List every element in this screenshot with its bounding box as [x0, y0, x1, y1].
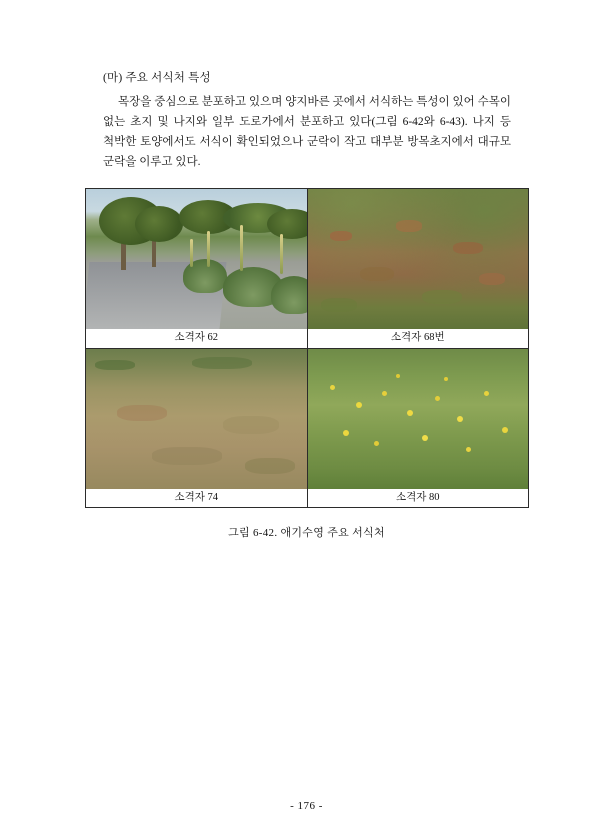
figure-row-1 [86, 189, 529, 349]
photo-soil-68 [308, 189, 529, 329]
figure-cell-3 [86, 348, 308, 508]
body-paragraph: 목장을 중심으로 분포하고 있으며 양지바른 곳에서 서식하는 특성이 있어 수목이 없는 초지 및 나지와 일부 도로가에서 분포하고 있다(그림 6-42와 6-43). 나지 등 척박한 토양에서도 서식이 확인되었으나 군락이 작고 대부분 방목초지에서 대규모 군락을 이루고 있다. [103, 96, 511, 168]
section-heading: (마) 주요 서식처 특성 [103, 72, 211, 84]
photo-soil-80 [308, 349, 529, 489]
figure-cell-2 [307, 189, 529, 349]
photo-soil-74 [86, 349, 307, 489]
figure-caption-1: 소격자 62 [86, 329, 307, 348]
figure-grid [85, 188, 529, 508]
figure-cell-1 [86, 189, 308, 349]
figure-caption-2: 소격자 68번 [308, 329, 529, 348]
figure-cell-4 [307, 348, 529, 508]
figure-caption-3: 소격자 74 [86, 489, 307, 508]
figure-title: 그림 6-42. 애기수영 주요 서식처 [228, 527, 385, 539]
photo-soil-62 [86, 189, 307, 329]
figure-row-2 [86, 348, 529, 508]
figure-caption-4: 소격자 80 [308, 489, 529, 508]
page-number: - 176 - [290, 800, 323, 812]
text-block [103, 70, 511, 172]
